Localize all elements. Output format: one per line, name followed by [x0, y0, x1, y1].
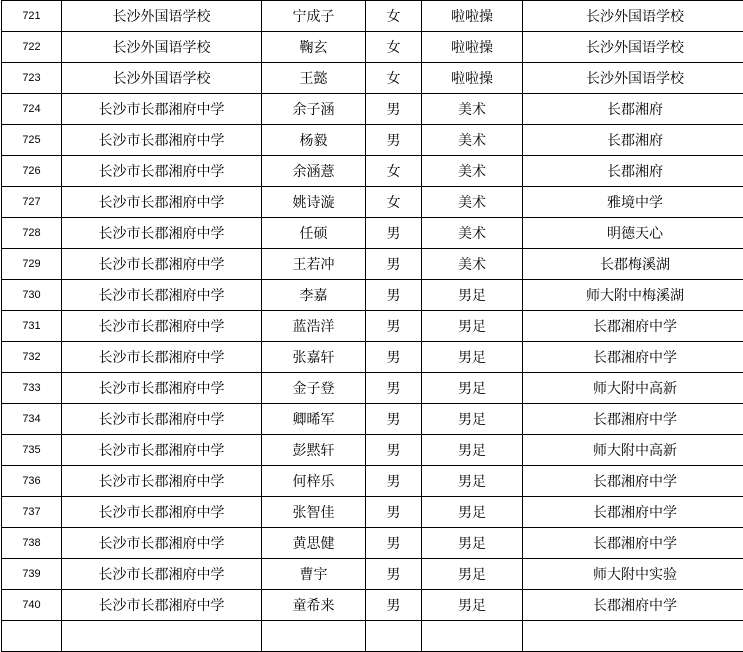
student-roster-table	[1, 0, 743, 652]
project-cell: 男足	[422, 590, 523, 621]
table-row	[2, 528, 743, 559]
school-cell: 长沙市长郡湘府中学	[62, 435, 262, 466]
table-row	[2, 94, 743, 125]
student-name-cell: 鞠玄	[262, 32, 366, 63]
origin-school-cell: 长郡湘府中学	[523, 590, 743, 621]
student-name-cell: 曹宇	[262, 559, 366, 590]
project-cell: 美术	[422, 156, 523, 187]
origin-school-cell: 长郡湘府	[523, 94, 743, 125]
origin-school-cell: 师大附中高新	[523, 435, 743, 466]
school-cell: 长沙市长郡湘府中学	[62, 466, 262, 497]
project-cell: 男足	[422, 280, 523, 311]
origin-school-cell: 长沙外国语学校	[523, 63, 743, 94]
student-name-cell: 宁成子	[262, 1, 366, 32]
table-row	[2, 249, 743, 280]
student-name-cell: 张智佳	[262, 497, 366, 528]
origin-school-cell	[523, 621, 743, 652]
student-name-cell: 黄思健	[262, 528, 366, 559]
student-name-cell: 金子登	[262, 373, 366, 404]
student-name-cell: 彭黙轩	[262, 435, 366, 466]
project-cell: 男足	[422, 404, 523, 435]
project-cell: 美术	[422, 187, 523, 218]
student-name-cell: 卿晞军	[262, 404, 366, 435]
origin-school-cell: 师大附中实验	[523, 559, 743, 590]
row-number-cell	[2, 621, 62, 652]
project-cell: 男足	[422, 311, 523, 342]
student-name-cell: 王懿	[262, 63, 366, 94]
table-row	[2, 1, 743, 32]
table-row	[2, 621, 743, 652]
origin-school-cell: 长郡湘府中学	[523, 528, 743, 559]
student-name-cell: 余子涵	[262, 94, 366, 125]
row-number-cell: 735	[2, 435, 62, 466]
gender-cell: 男	[366, 435, 422, 466]
origin-school-cell: 长郡湘府中学	[523, 311, 743, 342]
project-cell: 啦啦操	[422, 1, 523, 32]
row-number-cell: 730	[2, 280, 62, 311]
school-cell: 长沙市长郡湘府中学	[62, 280, 262, 311]
table-row	[2, 404, 743, 435]
row-number-cell: 723	[2, 63, 62, 94]
project-cell: 啦啦操	[422, 32, 523, 63]
student-name-cell: 李嘉	[262, 280, 366, 311]
row-number-cell: 736	[2, 466, 62, 497]
table-row	[2, 590, 743, 621]
origin-school-cell: 长郡湘府中学	[523, 466, 743, 497]
student-name-cell: 余涵薏	[262, 156, 366, 187]
school-cell: 长沙市长郡湘府中学	[62, 590, 262, 621]
gender-cell: 男	[366, 404, 422, 435]
school-cell: 长沙市长郡湘府中学	[62, 342, 262, 373]
gender-cell: 女	[366, 63, 422, 94]
row-number-cell: 733	[2, 373, 62, 404]
school-cell: 长沙市长郡湘府中学	[62, 187, 262, 218]
origin-school-cell: 长郡梅溪湖	[523, 249, 743, 280]
row-number-cell: 724	[2, 94, 62, 125]
gender-cell: 男	[366, 311, 422, 342]
row-number-cell: 740	[2, 590, 62, 621]
project-cell: 美术	[422, 218, 523, 249]
row-number-cell: 725	[2, 125, 62, 156]
student-name-cell: 何梓乐	[262, 466, 366, 497]
project-cell: 男足	[422, 466, 523, 497]
table-row	[2, 63, 743, 94]
roster-body	[2, 1, 743, 652]
gender-cell: 男	[366, 342, 422, 373]
project-cell: 美术	[422, 125, 523, 156]
table-row	[2, 373, 743, 404]
gender-cell: 男	[366, 280, 422, 311]
school-cell: 长沙市长郡湘府中学	[62, 249, 262, 280]
row-number-cell: 729	[2, 249, 62, 280]
school-cell: 长沙市长郡湘府中学	[62, 528, 262, 559]
student-name-cell	[262, 621, 366, 652]
origin-school-cell: 长郡湘府中学	[523, 342, 743, 373]
school-cell: 长沙市长郡湘府中学	[62, 218, 262, 249]
student-name-cell: 姚诗漩	[262, 187, 366, 218]
gender-cell: 男	[366, 218, 422, 249]
project-cell: 男足	[422, 342, 523, 373]
school-cell: 长沙市长郡湘府中学	[62, 373, 262, 404]
student-name-cell: 张嘉轩	[262, 342, 366, 373]
row-number-cell: 728	[2, 218, 62, 249]
origin-school-cell: 长郡湘府中学	[523, 497, 743, 528]
gender-cell: 男	[366, 249, 422, 280]
origin-school-cell: 雅境中学	[523, 187, 743, 218]
origin-school-cell: 明德天心	[523, 218, 743, 249]
table-row	[2, 32, 743, 63]
project-cell: 男足	[422, 373, 523, 404]
gender-cell: 男	[366, 466, 422, 497]
gender-cell: 女	[366, 1, 422, 32]
origin-school-cell: 师大附中梅溪湖	[523, 280, 743, 311]
row-number-cell: 727	[2, 187, 62, 218]
origin-school-cell: 长沙外国语学校	[523, 1, 743, 32]
gender-cell	[366, 621, 422, 652]
student-name-cell: 任硕	[262, 218, 366, 249]
row-number-cell: 732	[2, 342, 62, 373]
school-cell: 长沙市长郡湘府中学	[62, 404, 262, 435]
school-cell: 长沙市长郡湘府中学	[62, 497, 262, 528]
table-row	[2, 187, 743, 218]
row-number-cell: 731	[2, 311, 62, 342]
student-name-cell: 蓝浩洋	[262, 311, 366, 342]
project-cell	[422, 621, 523, 652]
school-cell: 长沙外国语学校	[62, 32, 262, 63]
origin-school-cell: 长沙外国语学校	[523, 32, 743, 63]
gender-cell: 女	[366, 187, 422, 218]
table-row	[2, 559, 743, 590]
gender-cell: 男	[366, 528, 422, 559]
student-name-cell: 杨毅	[262, 125, 366, 156]
table-row	[2, 156, 743, 187]
row-number-cell: 722	[2, 32, 62, 63]
table-row	[2, 218, 743, 249]
school-cell	[62, 621, 262, 652]
project-cell: 美术	[422, 249, 523, 280]
table-row	[2, 466, 743, 497]
row-number-cell: 738	[2, 528, 62, 559]
project-cell: 美术	[422, 94, 523, 125]
gender-cell: 男	[366, 373, 422, 404]
gender-cell: 男	[366, 125, 422, 156]
table-row	[2, 342, 743, 373]
school-cell: 长沙外国语学校	[62, 63, 262, 94]
gender-cell: 男	[366, 94, 422, 125]
origin-school-cell: 长郡湘府	[523, 156, 743, 187]
project-cell: 啦啦操	[422, 63, 523, 94]
project-cell: 男足	[422, 559, 523, 590]
student-name-cell: 王若冲	[262, 249, 366, 280]
school-cell: 长沙市长郡湘府中学	[62, 156, 262, 187]
gender-cell: 男	[366, 590, 422, 621]
school-cell: 长沙市长郡湘府中学	[62, 311, 262, 342]
row-number-cell: 734	[2, 404, 62, 435]
row-number-cell: 737	[2, 497, 62, 528]
origin-school-cell: 长郡湘府	[523, 125, 743, 156]
origin-school-cell: 师大附中高新	[523, 373, 743, 404]
table-row	[2, 435, 743, 466]
row-number-cell: 739	[2, 559, 62, 590]
origin-school-cell: 长郡湘府中学	[523, 404, 743, 435]
school-cell: 长沙市长郡湘府中学	[62, 94, 262, 125]
table-row	[2, 280, 743, 311]
student-name-cell: 童希来	[262, 590, 366, 621]
project-cell: 男足	[422, 435, 523, 466]
table-row	[2, 125, 743, 156]
project-cell: 男足	[422, 497, 523, 528]
table-row	[2, 497, 743, 528]
gender-cell: 男	[366, 497, 422, 528]
row-number-cell: 721	[2, 1, 62, 32]
school-cell: 长沙市长郡湘府中学	[62, 559, 262, 590]
row-number-cell: 726	[2, 156, 62, 187]
school-cell: 长沙市长郡湘府中学	[62, 125, 262, 156]
project-cell: 男足	[422, 528, 523, 559]
table-row	[2, 311, 743, 342]
school-cell: 长沙外国语学校	[62, 1, 262, 32]
gender-cell: 女	[366, 32, 422, 63]
gender-cell: 男	[366, 559, 422, 590]
gender-cell: 女	[366, 156, 422, 187]
